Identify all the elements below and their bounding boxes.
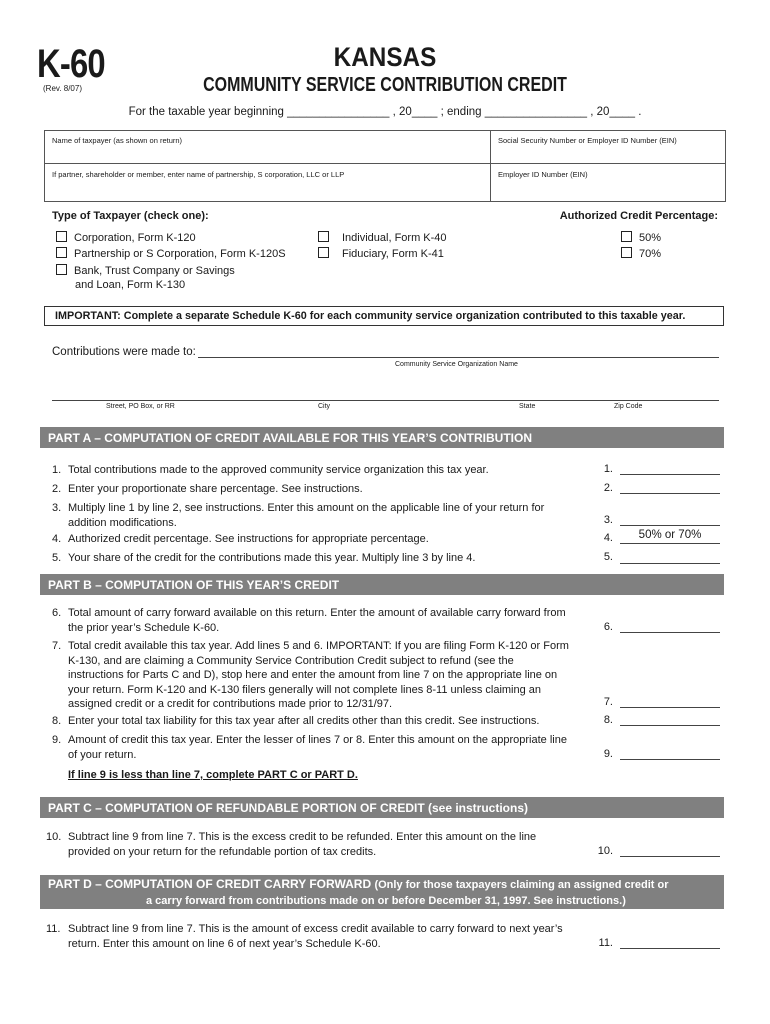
line-number: 8.: [52, 715, 62, 727]
line-text: Your share of the credit for the contributions made this year. Multiply line 3 by line 4.: [68, 552, 476, 564]
line-number: 11.: [46, 923, 61, 935]
taxpayer-id-box: [44, 130, 726, 202]
checkbox-icon[interactable]: [318, 231, 329, 242]
line-7-input[interactable]: [620, 707, 720, 708]
line-9-input[interactable]: [620, 759, 720, 760]
line-text: Subtract line 9 from line 7. This is the excess credit to be refunded. Enter this amount on the line provided on your return for the refundable portion of tax credits.: [68, 831, 537, 858]
line-9-label: 9.: [603, 748, 613, 760]
line-number: 9.: [52, 734, 62, 746]
line-4: [52, 532, 572, 547]
checkbox-icon[interactable]: [318, 247, 329, 258]
line-text: Subtract line 9 from line 7. This is the amount of excess credit available to carry forward to next year’s return. Enter this amount on line 6 of next year’s Schedule K-60.: [68, 923, 563, 950]
line-7: [52, 639, 572, 712]
line-9: [52, 733, 572, 762]
form-id: K-60: [37, 42, 105, 86]
taxpayer-type-heading: Type of Taxpayer (check one):: [52, 210, 209, 222]
option-fiduciary[interactable]: [318, 246, 444, 262]
line-number: 6.: [52, 607, 62, 619]
line-text: Amount of credit this tax year. Enter the lesser of lines 7 or 8. Enter this amount on the appropriate line of your return.: [68, 734, 567, 761]
line-10-label: 10.: [597, 845, 613, 857]
option-individual[interactable]: [318, 230, 447, 246]
option-label: Individual, Form K-40: [342, 232, 447, 244]
line-6: [52, 606, 572, 635]
street-caption: Street, PO Box, or RR: [106, 403, 175, 410]
taxpayer-name-field[interactable]: [45, 131, 490, 163]
important-notice: IMPORTANT: Complete a separate Schedule K-60 for each community service organization contributed to this taxable year.: [44, 306, 724, 326]
line-text: Total contributions made to the approved community service organization this tax year.: [68, 464, 489, 476]
line-4-label: 4.: [603, 532, 613, 544]
line-text: Total credit available this tax year. Add lines 5 and 6. IMPORTANT: If you are filing Form K-120 or Form K-130, and are claiming a Community Service Contribution Credit subject to refund (see the instructions for Parts C and D), stop here and enter the amount from line 7 on the appropriate line on your return. Form K-120 and K-130 filers generally will not complete lines 8-11 unless claiming an assigned credit or a credit for contributions made prior to 12/31/97.: [68, 640, 569, 710]
city-caption: City: [318, 403, 331, 410]
checkbox-icon[interactable]: [621, 231, 632, 242]
line-1: [52, 463, 572, 478]
option-corporation[interactable]: [56, 230, 196, 246]
line-number: 4.: [52, 533, 62, 545]
part-d-subtitle-2: a carry forward from contributions made on or before December 31, 1997. See instructions.): [146, 895, 626, 907]
form-title: COMMUNITY SERVICE CONTRIBUTION CREDIT: [203, 74, 567, 96]
ssn-ein-label: Social Security Number or Employer ID Number (EIN): [498, 136, 677, 145]
line-8-label: 8.: [603, 714, 613, 726]
address-line[interactable]: [52, 400, 719, 401]
option-label: Partnership or S Corporation, Form K-120S: [74, 248, 286, 260]
taxable-year-line[interactable]: For the taxable year beginning ________________ , 20____ ; ending ________________ , 20____ .: [128, 106, 642, 118]
checkbox-icon[interactable]: [621, 247, 632, 258]
line-10-input[interactable]: [620, 856, 720, 857]
checkbox-icon[interactable]: [56, 231, 67, 242]
part-d-header: [40, 875, 724, 909]
option-label: Fiduciary, Form K-41: [342, 248, 444, 260]
line-1-label: 1.: [603, 463, 613, 475]
state-name: KANSAS: [333, 42, 437, 72]
checkbox-icon[interactable]: [56, 247, 67, 258]
line-5-input[interactable]: [620, 563, 720, 564]
option-50-percent[interactable]: [621, 230, 661, 246]
line-6-input[interactable]: [620, 632, 720, 633]
part-c-header: PART C – COMPUTATION OF REFUNDABLE PORTION OF CREDIT (see instructions): [40, 797, 724, 818]
partnership-name-field[interactable]: [45, 164, 490, 201]
option-label: Corporation, Form K-120: [74, 232, 196, 244]
line-number: 3.: [52, 502, 62, 514]
option-partnership[interactable]: [56, 246, 286, 262]
line-number: 7.: [52, 640, 62, 652]
org-name-caption: Community Service Organization Name: [395, 361, 518, 368]
ein-field[interactable]: [491, 164, 725, 201]
line-number: 2.: [52, 483, 62, 495]
line-5-label: 5.: [603, 551, 613, 563]
line-10: [46, 830, 572, 859]
part-a-header: PART A – COMPUTATION OF CREDIT AVAILABLE FOR THIS YEAR’S CONTRIBUTION: [40, 427, 724, 448]
line-4-value: 50% or 70%: [638, 529, 702, 541]
partnership-name-label: If partner, shareholder or member, enter name of partnership, S corporation, LLC or LLP: [52, 170, 345, 179]
taxpayer-name-label: Name of taxpayer (as shown on return): [52, 136, 183, 145]
line-2: [52, 482, 572, 497]
line-text: Authorized credit percentage. See instructions for appropriate percentage.: [68, 533, 429, 545]
option-bank-continued: and Loan, Form K-130: [75, 279, 186, 291]
option-70-percent[interactable]: [621, 246, 661, 262]
line-number: 10.: [46, 831, 62, 843]
line-8: [52, 714, 572, 729]
line-text: Multiply line 1 by line 2, see instructions. Enter this amount on the applicable line of your return for addition modifications.: [68, 502, 545, 529]
revision-date: (Rev. 8/07): [43, 84, 82, 93]
line-1-input[interactable]: [620, 474, 720, 475]
line-7-label: 7.: [603, 696, 613, 708]
credit-percentage-heading: Authorized Credit Percentage:: [559, 210, 718, 222]
line-6-label: 6.: [603, 621, 613, 633]
line-number: 5.: [52, 552, 62, 564]
ssn-ein-field[interactable]: [491, 131, 725, 163]
ein-label: Employer ID Number (EIN): [498, 170, 588, 179]
line-2-label: 2.: [603, 482, 613, 494]
line-3-label: 3.: [603, 514, 613, 526]
state-caption: State: [519, 403, 536, 410]
line-text: Enter your total tax liability for this tax year after all credits other than this credit. See instructions.: [68, 715, 540, 727]
line-8-input[interactable]: [620, 725, 720, 726]
part-d-subtitle: (Only for those taxpayers claiming an assigned credit or: [374, 879, 669, 891]
line-11: [46, 922, 572, 951]
line-11-label: 11.: [598, 937, 613, 949]
part-b-note: If line 9 is less than line 7, complete PART C or PART D.: [68, 769, 358, 781]
option-label: Bank, Trust Company or Savings: [74, 265, 235, 277]
zip-caption: Zip Code: [614, 403, 643, 410]
option-label: 50%: [639, 232, 662, 244]
org-name-line[interactable]: [198, 357, 719, 358]
contributions-label: Contributions were made to:: [52, 346, 196, 358]
option-label: 70%: [639, 248, 662, 260]
line-3-input[interactable]: [620, 525, 720, 526]
line-5: [52, 551, 572, 566]
part-b-header: PART B – COMPUTATION OF THIS YEAR’S CREDIT: [40, 574, 724, 595]
line-text: Total amount of carry forward available on this return. Enter the amount of available carry forward from the prior year’s Schedule K-60.: [68, 607, 566, 634]
line-number: 1.: [52, 464, 62, 476]
part-d-title: PART D – COMPUTATION OF CREDIT CARRY FORWARD: [48, 877, 372, 891]
checkbox-icon[interactable]: [56, 264, 67, 275]
line-11-input[interactable]: [620, 948, 720, 949]
line-3: [52, 501, 572, 530]
line-2-input[interactable]: [620, 493, 720, 494]
line-text: Enter your proportionate share percentage. See instructions.: [68, 483, 363, 495]
line-4-input[interactable]: [620, 543, 720, 544]
